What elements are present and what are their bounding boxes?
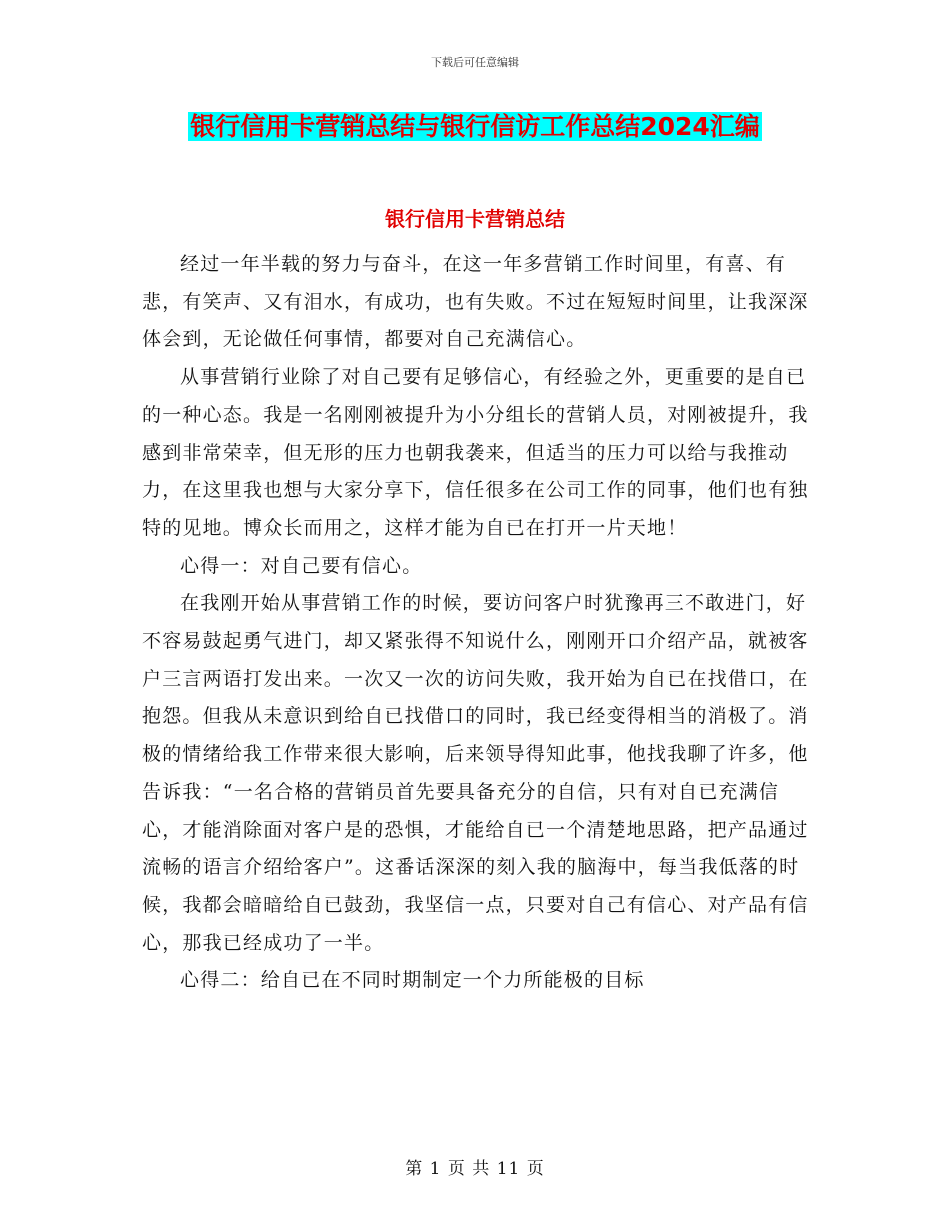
paragraph-3-heading: 心得一：对自己要有信心。	[180, 554, 423, 577]
paragraph-1: 经过一年半载的努力与奋斗，在这一年多营销工作时间里，有喜、有悲，有笑声、又有泪水，有成功，也有失败。不过在短短时间里，让我深深体会到，无论做任何事情，都要对自己充满信心。	[142, 253, 809, 351]
document-title-block	[0, 110, 950, 144]
paragraph-4: 在我刚开始从事营销工作的时候，要访问客户时犹豫再三不敢进门，好不容易鼓起勇气进门，却又紧张得不知说什么，刚刚开口介绍产品，就被客户三言两语打发出来。一次又一次的访问失败，我开始为自已在找借口，在抱怨。但我从未意识到给自已找借口的同时，我已经变得相当的消极了。消极的情绪给我工作带来很大影响，后来领导得知此事，他找我聊了许多，他告诉我：“一名合格的营销员首先要具备充分的自信，只有对自已充满信心，才能消除面对客户是的恐惧，才能给自已一个清楚地思路，把产品通过流畅的语言介绍给客户”。这番话深深的刻入我的脑海中，每当我低落的时候，我都会暗暗给自已鼓劲，我坚信一点，只要对自己有信心、对产品有信心，那我已经成功了一半。	[142, 592, 809, 954]
document-body	[142, 246, 814, 1000]
page-footer: 第 1 页 共 11 页	[405, 1159, 545, 1179]
section-title: 银行信用卡营销总结	[385, 207, 565, 231]
document-title: 银行信用卡营销总结与银行信访工作总结2024汇编	[190, 112, 760, 141]
paragraph-5-heading: 心得二：给自已在不同时期制定一个力所能极的目标	[180, 969, 645, 992]
header-note: 下载后可任意编辑	[431, 56, 519, 69]
paragraph-2: 从事营销行业除了对自己要有足够信心，有经验之外，更重要的是自已的一种心态。我是一名刚刚被提升为小分组长的营销人员，对刚被提升，我感到非常荣幸，但无形的压力也朝我袭来，但适当的压力可以给与我推动力，在这里我也想与大家分享下，信任很多在公司工作的同事，他们也有独特的见地。博众长而用之，这样才能为自已在打开一片天地！	[142, 366, 809, 539]
